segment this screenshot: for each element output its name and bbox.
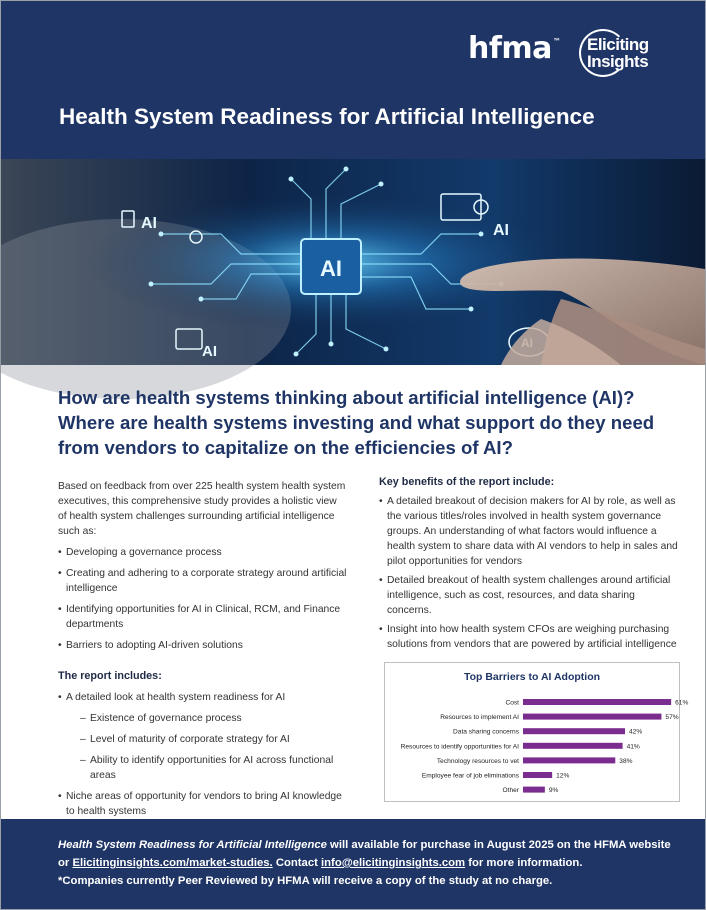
chart-bar <box>523 728 625 734</box>
hfma-logo-text: hfma <box>468 31 552 66</box>
list-item <box>58 690 348 783</box>
chart-bar <box>523 699 671 705</box>
challenges-list <box>58 545 348 653</box>
chart-category-label: Resources to identify opportunities for AI <box>400 743 519 751</box>
hero-image <box>1 159 705 365</box>
list-item: • Creating and adhering to a corporate strategy around artificial intelligence <box>58 566 348 596</box>
chart-bar <box>523 714 661 720</box>
intro-paragraph: Based on feedback from over 225 health system health system executives, this comprehensive study provides a holistic view of health system challenges surrounding artificial intelligence such as: <box>58 481 346 537</box>
chart-bar <box>523 787 545 793</box>
hfma-logo-trademark: ™ <box>552 37 561 46</box>
footer-text-3: for more information. <box>465 857 583 869</box>
report-item-text: A detailed look at health system readiness for AI <box>66 692 286 703</box>
report-sublist <box>66 711 348 783</box>
chart-value-label: 61% <box>675 699 689 707</box>
eliciting-insights-logo <box>579 29 679 77</box>
sublist-item: – Existence of governance process <box>66 711 348 726</box>
key-benefits-heading: Key benefits of the report include: <box>379 476 555 488</box>
chart-bar <box>523 757 615 763</box>
hero-chip-label: AI <box>320 256 342 281</box>
chart-value-label: 57% <box>665 714 679 722</box>
chart-category-label: Cost <box>505 699 519 707</box>
chart-title: Top Barriers to AI Adoption <box>463 671 601 683</box>
chart-value-label: 38% <box>619 757 633 765</box>
chart-value-label: 42% <box>629 728 643 736</box>
peer-review-note: *Companies currently Peer Reviewed by HFMA will receive a copy of the study at no charge. <box>58 875 553 887</box>
list-item: • A detailed breakout of decision makers for AI by role, as well as the various titles/roles involved in health system governance groups. An understanding of what factors would influence a health system to share data with AI vendors to help in sales and pilot opportunities for vendors <box>379 494 679 569</box>
benefits-list <box>379 494 679 652</box>
left-column <box>58 479 348 819</box>
barriers-chart <box>384 662 689 802</box>
lead-question: How are health systems thinking about artificial intelligence (AI)? Where are health systems investing and what support do they need from vendors to capitalize on the efficiencies of AI? <box>58 387 655 458</box>
eliciting-insights-logo-line1: Eliciting <box>587 35 649 54</box>
sublist-item: – Ability to identify opportunities for AI across functional areas <box>66 753 348 783</box>
chart-category-label: Data sharing concerns <box>453 728 519 736</box>
footer-text-1: will available for purchase in August 2025 on the HFMA website or <box>58 839 671 869</box>
list-item: • Niche areas of opportunity for vendors to bring AI knowledge to health systems <box>58 789 348 819</box>
chart-category-label: Employee fear of job eliminations <box>421 772 519 780</box>
list-item: • Insight into how health system CFOs are weighing purchasing solutions from vendors that are powered by artificial intelligence <box>379 622 679 652</box>
header-band <box>1 1 705 159</box>
chart-value-label: 41% <box>626 743 640 751</box>
list-item: • Detailed breakout of health system challenges around artificial intelligence, such as cost, resources, and data sharing concerns. <box>379 573 679 618</box>
list-item: • Barriers to adopting AI-driven solutions <box>58 638 348 653</box>
market-studies-link[interactable]: Elicitinginsights.com/market-studies. <box>72 857 273 869</box>
report-includes-heading: The report includes: <box>58 670 162 682</box>
page-title: Health System Readiness for Artificial Intelligence <box>59 104 595 129</box>
contact-email-link[interactable]: info@elicitinginsights.com <box>321 857 466 869</box>
footer-text-2: Contact <box>272 857 322 869</box>
footer-report-title: Health System Readiness for Artificial Intelligence <box>58 839 327 851</box>
chart-value-label: 12% <box>556 772 570 780</box>
report-includes-list <box>58 690 348 819</box>
footer-availability-text <box>58 836 678 872</box>
hero-badge-ai-2: AI <box>493 222 509 239</box>
eliciting-insights-logo-line2: Insights <box>587 52 649 71</box>
right-column <box>379 475 679 652</box>
sublist-item: – Level of maturity of corporate strategy for AI <box>66 732 348 747</box>
hero-illustration <box>1 159 705 365</box>
hero-badge-ai-3: AI <box>202 343 217 360</box>
hfma-logo <box>468 31 560 66</box>
chart-bar <box>523 743 623 749</box>
list-item: • Identifying opportunities for AI in Clinical, RCM, and Finance departments <box>58 602 348 632</box>
list-item: • Developing a governance process <box>58 545 348 560</box>
hero-badge-ai-1: AI <box>141 215 157 232</box>
barriers-chart-svg <box>385 663 689 801</box>
chart-category-label: Other <box>502 787 519 795</box>
chart-bar <box>523 772 552 778</box>
chart-category-label: Technology resources to vet <box>436 757 519 765</box>
footer-band <box>1 819 705 909</box>
chart-value-label: 9% <box>548 787 559 795</box>
chart-category-label: Resources to implement AI <box>440 714 519 722</box>
